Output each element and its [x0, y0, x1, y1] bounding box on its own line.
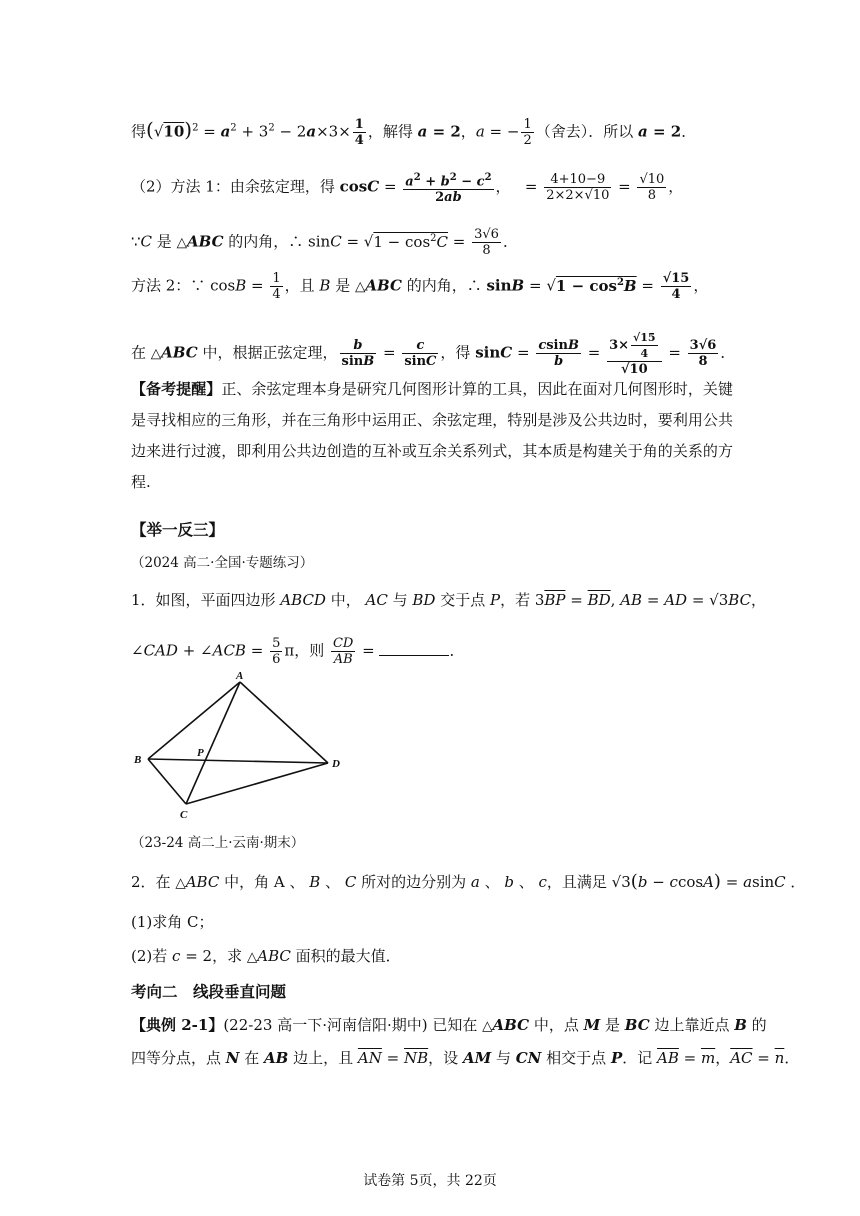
question-2-line-1: 2．在 △ABC 中，角 A 、 B 、 C 所对的边分别为 a 、 b 、 c，且满足 √3(b − ccosA) = asinC ． [131, 871, 806, 892]
page-footer: 试卷第 5页，共 22页 [363, 1173, 497, 1189]
example-label: 【典例 2-1】 [131, 1016, 224, 1034]
section-heading-kaoxiang: 考向二 线段垂直问题 [131, 982, 287, 1001]
example-2-1-line-1: 【典例 2-1】(22-23 高一下·河南信阳·期中) 已知在 △ABC 中，点 M 是 BC 边上靠近点 B 的 [131, 1016, 767, 1034]
label-D: D [332, 758, 340, 770]
label-C: C [180, 809, 188, 821]
source-label-2: （23-24 高二上·云南·期末） [131, 835, 305, 851]
question-2-part-2: (2)若 c = 2，求 △ABC 面积的最大值． [131, 947, 401, 965]
label-P: P [197, 747, 204, 759]
label-B: B [134, 754, 142, 766]
edge-AB [148, 682, 240, 759]
exam-reminder [131, 374, 733, 498]
edge-CD [186, 763, 328, 804]
question-1-line-2: ∠CAD + ∠ACB = $\frac{5}{6}$ π，则 $\frac{CD}{AB}$ = ． [131, 636, 465, 667]
question-1-line-1: 1．如图，平面四边形 ABCD 中， AC 与 BD 交于点 P，若 $3\overline{BP} = \overline{BD}$, AB = AD = √3BC， [131, 591, 767, 609]
diagonal-AC [186, 682, 240, 804]
example-2-1-line-2: 四等分点，点 N 在 AB 边上，且 $\overline{AN} = \overline{NB}$，设 AM 与 CN 相交于点 P．记 $\overline{AB} = \overline{m}$，$\overline{AC} = \overline{n}$． [131, 1049, 800, 1067]
edge-AD [240, 682, 328, 763]
solution-line-1: 得$(√10)^2 = a^2 + 3^2 - 2a\times 3\times$ $\frac{1}{4}$ ，解得 a = 2，a = − $\frac{1}{2}$ （舍去）．所以 a = 2． [131, 117, 697, 148]
section-heading-juyi: 【举一反三】 [131, 520, 225, 539]
source-label-1: （2024 高二·全国·专题练习） [131, 555, 314, 571]
solution-line-2: （2）方法 1：由余弦定理，得 cosC = $\frac{a^2 + b^2 - c^2}{2ab}$ ， = $\frac{4+10-9}{2\times 2\times√10}$ = $\frac{√10}{8}$ ， [131, 172, 684, 206]
reminder-label: 【备考提醒】 [131, 380, 222, 398]
reminder-text: 正、余弦定理本身是研究几何图形计算的工具，因此在面对几何图形时，关键是寻找相应的三角形，并在三角形中运用正、余弦定理，特别是涉及公共边时，要利用公共边来进行过渡，即利用公共边创造的互补或互余关系列式，其本质是构建关于角的关系的方程. [131, 380, 733, 491]
solution-line-4: 方法 2：∵ cosB = $\frac{1}{4}$ ，且 B 是 △ABC 的内角，∴ $\sin B = √1 - \cos^2B$ = $\frac{√15}{4}$ ， [131, 271, 709, 302]
solution-line-5: 在 △ABC 中，根据正弦定理， $\frac{b}{\sin B}$ = $\frac{c}{\sin C}$ ，得 sinC = $\frac{csinB}{b}$ = 3× $\frac{√15}{4}$ √10 = $\frac{3√6}{8}$ ． [131, 331, 736, 377]
edge-BC [148, 759, 186, 804]
label-A: A [236, 670, 244, 682]
diagonal-BD [148, 759, 328, 763]
quadrilateral-figure [126, 668, 356, 828]
solution-line-3: ∵C 是 △ABC 的内角，∴ $\sin C = √1 - \cos^2C$ = $\frac{3√6}{8}$ ． [131, 227, 518, 258]
question-2-part-1: (1)求角 C； [131, 913, 214, 931]
